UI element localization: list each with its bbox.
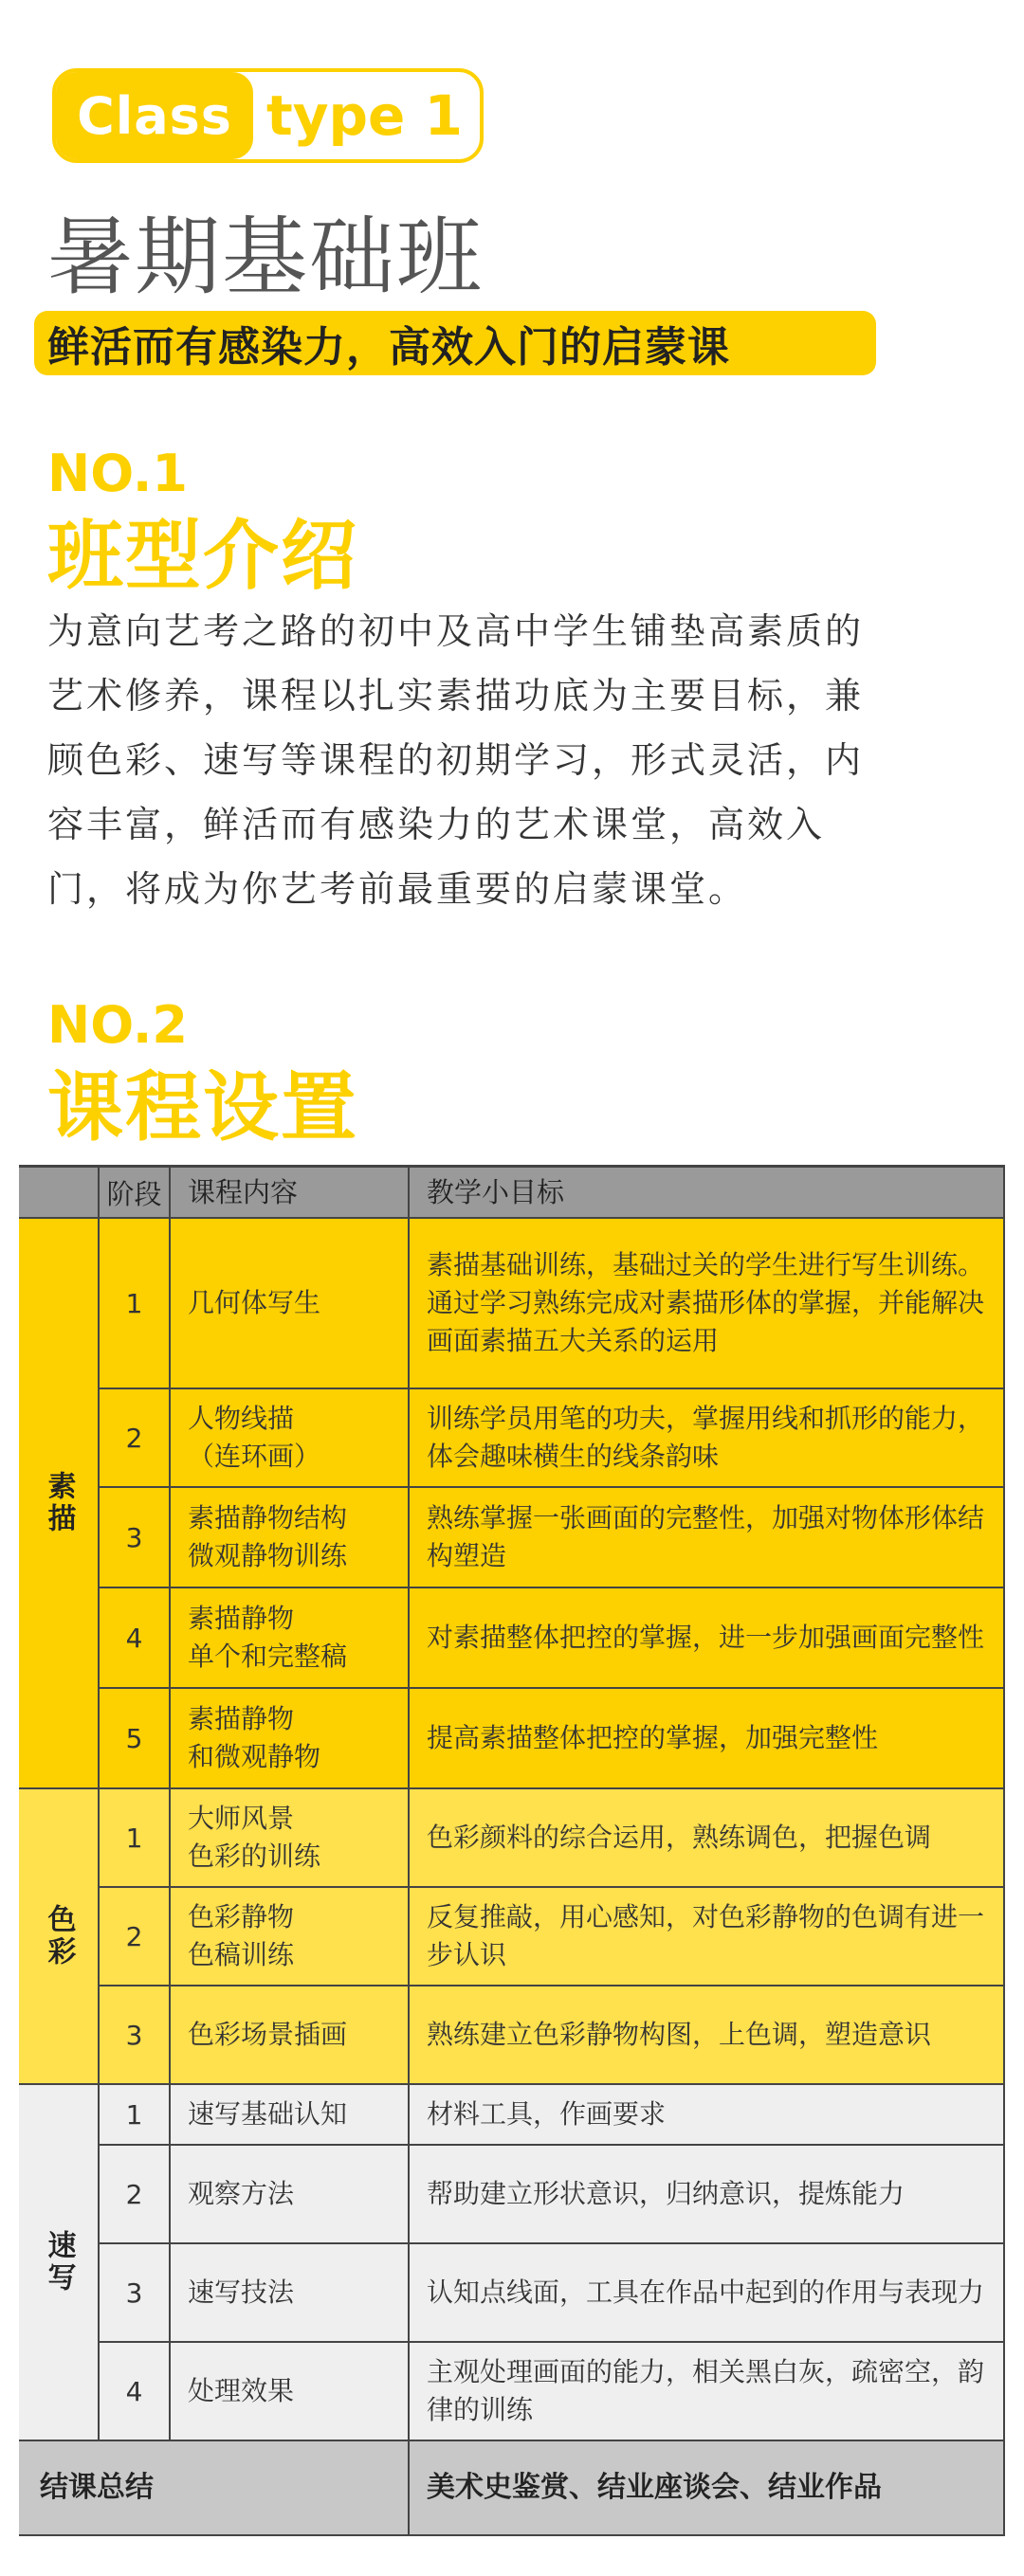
table-row-goal: 对素描整体把控的掌握，进一步加强画面完整性: [410, 1588, 1005, 1689]
table-row-goal: 反复推敲，用心感知，对色彩静物的色调有进一步认识: [410, 1888, 1005, 1986]
table-row-course: 素描静物 和微观静物: [171, 1689, 410, 1789]
section1-number: NO.1: [47, 444, 188, 503]
table-row-stage: 1: [100, 2085, 171, 2146]
table-row-goal: 提高素描整体把控的掌握，加强完整性: [410, 1689, 1005, 1789]
category-sketch-label: 素描: [42, 1471, 76, 1535]
intro-line: 门，将成为你艺考前最重要的启蒙课堂。: [47, 868, 748, 910]
table-row-goal: 认知点线面，工具在作品中起到的作用与表现力: [410, 2244, 1005, 2343]
table-row-goal: 色彩颜料的综合运用，熟练调色，把握色调: [410, 1789, 1005, 1888]
table-row-course: 处理效果: [171, 2343, 410, 2441]
footer-value: 美术史鉴赏、结业座谈会、结业作品: [410, 2441, 1005, 2536]
table-row-course: 速写技法: [171, 2244, 410, 2343]
table-row-stage: 2: [100, 1389, 171, 1488]
section2-title: 课程设置: [47, 1063, 358, 1152]
header-goal: 教学小目标: [410, 1168, 1005, 1219]
table-row-course: 素描静物 单个和完整稿: [171, 1588, 410, 1689]
table-row-course: 素描静物结构 微观静物训练: [171, 1488, 410, 1588]
category-color-label: 色彩: [42, 1904, 76, 1968]
table-row-goal: 训练学员用笔的功夫，掌握用线和抓形的能力，体会趣味横生的线条韵味: [410, 1389, 1005, 1488]
section1-title: 班型介绍: [47, 512, 358, 600]
table-row-course: 人物线描 （连环画）: [171, 1389, 410, 1488]
category-sketch: [19, 1219, 100, 1789]
badge-class-label: Class: [56, 72, 253, 159]
table-row-goal: 素描基础训练，基础过关的学生进行写生训练。通过学习熟练完成对素描形体的掌握，并能解决画面素描五大关系的运用: [410, 1219, 1005, 1389]
intro-line: 艺术修养，课程以扎实素描功底为主要目标，兼: [47, 675, 865, 717]
table-row-stage: 1: [100, 1219, 171, 1389]
badge-type-label: type 1: [266, 83, 463, 148]
intro-paragraph: [47, 599, 958, 921]
course-table: [19, 1165, 1005, 2545]
class-type-badge: [52, 68, 484, 163]
category-quick-sketch-label: 速写: [42, 2230, 76, 2295]
table-row-stage: 4: [100, 1588, 171, 1689]
table-row-course: 几何体写生: [171, 1219, 410, 1389]
intro-line: 容丰富，鲜活而有感染力的艺术课堂，高效入: [47, 804, 826, 845]
table-row-stage: 4: [100, 2343, 171, 2441]
table-row-stage: 1: [100, 1789, 171, 1888]
table-row-goal: 熟练建立色彩静物构图，上色调，塑造意识: [410, 1986, 1005, 2085]
header-stage: 阶段: [100, 1168, 171, 1219]
table-row-course: 色彩静物 色稿训练: [171, 1888, 410, 1986]
category-quick-sketch: [19, 2085, 100, 2441]
section2-number: NO.2: [47, 995, 188, 1055]
page-title: 暑期基础班: [47, 208, 484, 307]
header-course: 课程内容: [171, 1168, 410, 1219]
table-row-goal: 熟练掌握一张画面的完整性，加强对物体形体结构塑造: [410, 1488, 1005, 1588]
table-row-goal: 主观处理画面的能力，相关黑白灰，疏密空，韵律的训练: [410, 2343, 1005, 2441]
table-row-course: 大师风景 色彩的训练: [171, 1789, 410, 1888]
table-row-stage: 3: [100, 2244, 171, 2343]
table-row-stage: 3: [100, 1986, 171, 2085]
intro-line: 顾色彩、速写等课程的初期学习，形式灵活，内: [47, 739, 865, 781]
table-row-course: 色彩场景插画: [171, 1986, 410, 2085]
header-blank-cell: [19, 1168, 100, 1219]
table-row-stage: 3: [100, 1488, 171, 1588]
table-row-course: 速写基础认知: [171, 2085, 410, 2146]
table-row-course: 观察方法: [171, 2146, 410, 2244]
table-row-goal: 材料工具，作画要求: [410, 2085, 1005, 2146]
table-row-stage: 2: [100, 2146, 171, 2244]
tagline: 鲜活而有感染力，高效入门的启蒙课: [34, 311, 876, 375]
intro-line: 为意向艺考之路的初中及高中学生铺垫高素质的: [47, 610, 865, 652]
table-row-stage: 2: [100, 1888, 171, 1986]
category-color: [19, 1789, 100, 2085]
footer-label: 结课总结: [19, 2441, 410, 2536]
table-row-stage: 5: [100, 1689, 171, 1789]
table-row-goal: 帮助建立形状意识，归纳意识，提炼能力: [410, 2146, 1005, 2244]
